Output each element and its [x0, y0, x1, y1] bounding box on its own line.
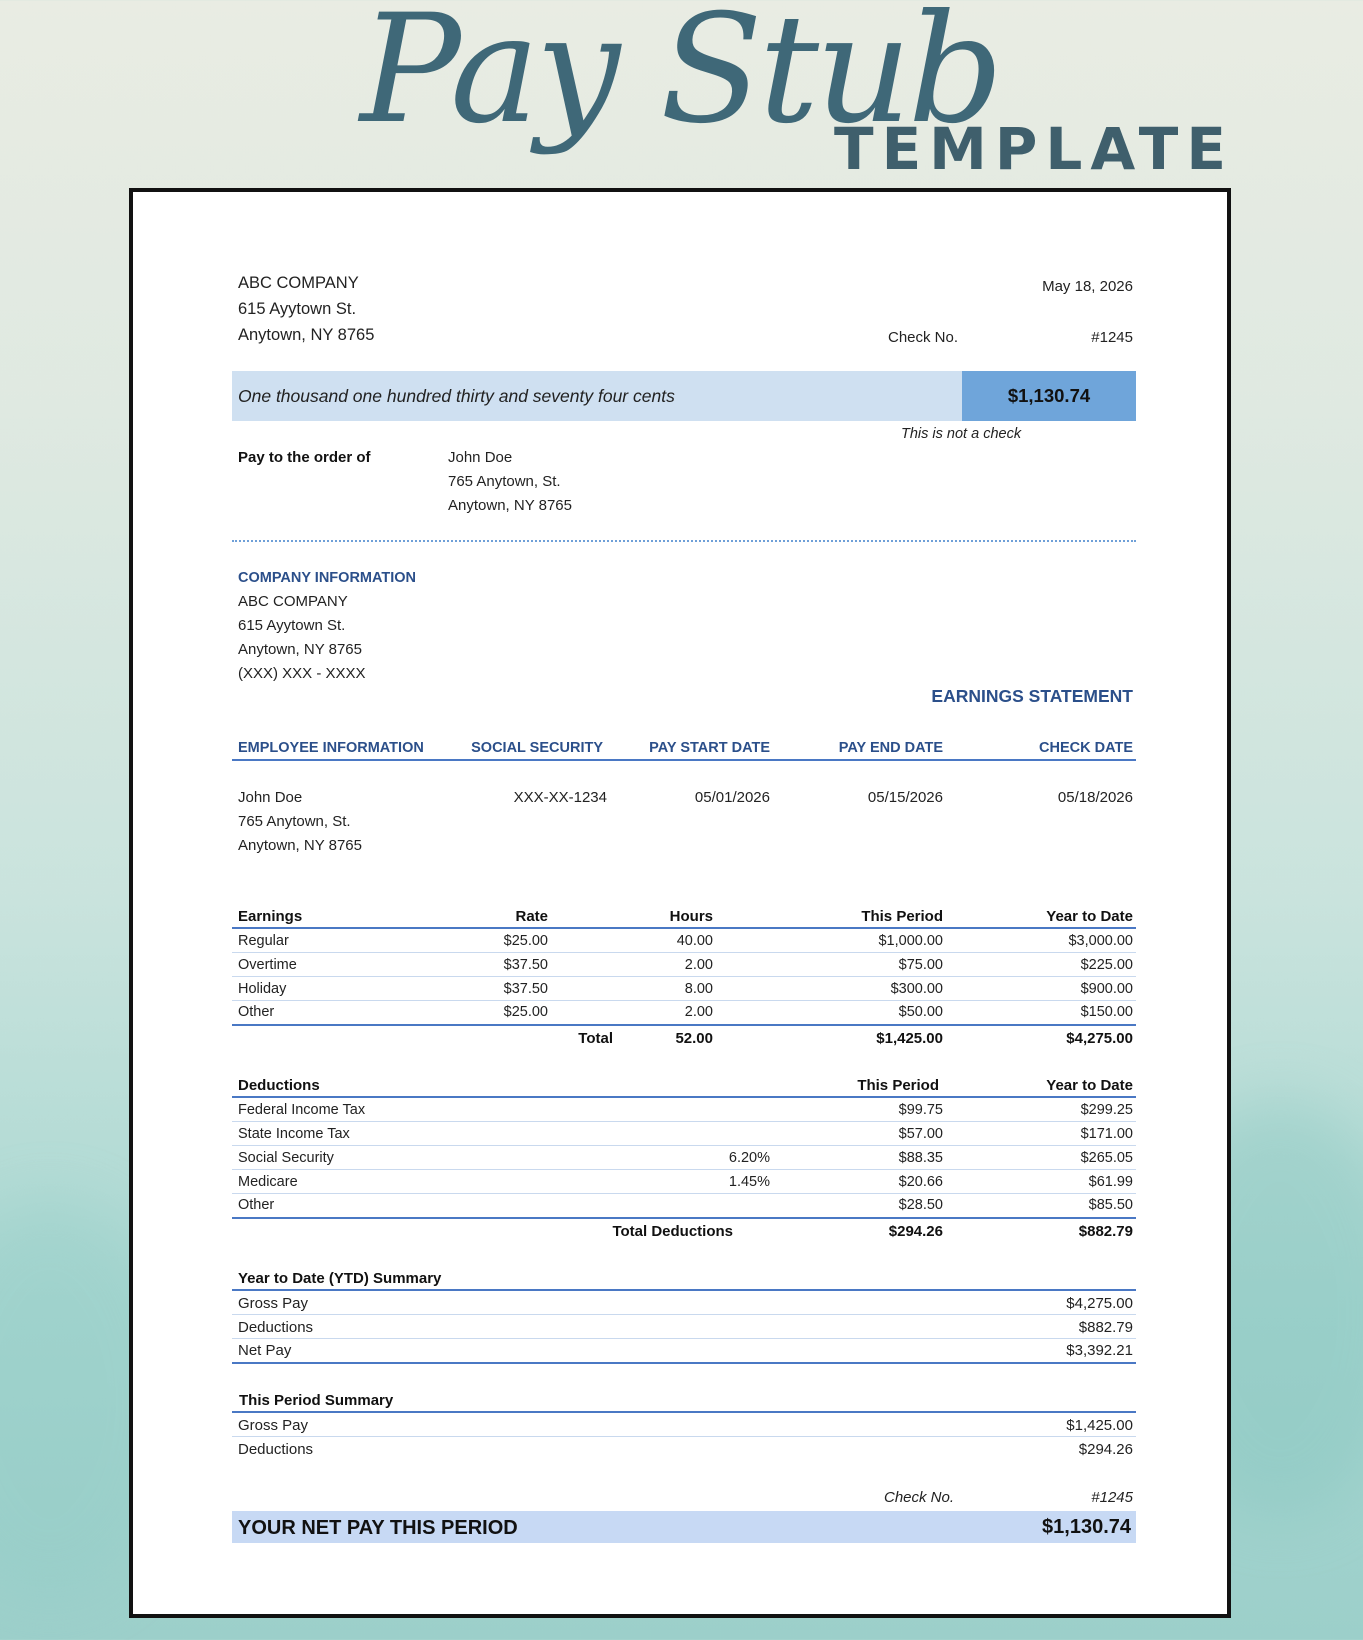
deductions-total-rule [232, 1217, 1136, 1219]
this-period-header: This Period [861, 908, 943, 925]
company-info-address1: 615 Ayytown St. [238, 617, 346, 634]
deductions-header-rule [232, 1096, 1136, 1098]
row-divider [232, 976, 1136, 977]
payee-name: John Doe [448, 449, 513, 466]
earnings-total-label: Total [578, 1030, 613, 1047]
row-divider [232, 1121, 1136, 1122]
period-summary-rule [232, 1411, 1136, 1413]
check-no: #1245 [1091, 329, 1133, 346]
template-title: TEMPLATE [834, 115, 1234, 183]
check-no-label: Check No. [888, 329, 959, 346]
earnings-total-rule [232, 1024, 1136, 1026]
earnings-total-hours: 52.00 [675, 1030, 713, 1047]
net-check-no: #1245 [1091, 1489, 1133, 1506]
row-divider [232, 1169, 1136, 1170]
ytd-summary-rule [232, 1289, 1136, 1291]
net-pay-label: YOUR NET PAY THIS PERIOD [238, 1517, 518, 1539]
row-divider [232, 1193, 1136, 1194]
employee-name: John Doe [238, 789, 303, 806]
earnings-header-rule [232, 927, 1136, 929]
company-address1: 615 Ayytown St. [238, 300, 357, 318]
earnings-total-period: $1,425.00 [876, 1030, 943, 1047]
net-check-no-label: Check No. [884, 1489, 955, 1506]
earning-ytd: $900.00 [1080, 981, 1133, 997]
company-info-title: COMPANY INFORMATION [238, 570, 417, 586]
header-pay-end: PAY END DATE [838, 740, 943, 756]
deduction-ytd: $265.05 [1080, 1150, 1133, 1166]
not-a-check-note: This is not a check [901, 426, 1022, 442]
deduction-period: $20.66 [898, 1174, 943, 1190]
earnings-statement-title: EARNINGS STATEMENT [931, 686, 1133, 706]
check-date-value: 05/18/2026 [1057, 789, 1133, 806]
amount-box [962, 371, 1136, 421]
period-gross-label: Gross Pay [238, 1417, 309, 1434]
company-address2: Anytown, NY 8765 [238, 326, 375, 344]
earning-rate: $25.00 [503, 933, 548, 949]
ytd-deductions-value: $882.79 [1078, 1319, 1133, 1336]
company-info-address2: Anytown, NY 8765 [238, 641, 362, 658]
ytd-summary-bottom-rule [232, 1362, 1136, 1364]
earnings-header: Earnings [238, 908, 303, 925]
deduction-type: Medicare [238, 1174, 298, 1190]
pay-to-label: Pay to the order of [238, 449, 371, 466]
deduction-ytd: $299.25 [1080, 1102, 1133, 1118]
earning-hours: 40.00 [676, 933, 713, 949]
deduction-period: $57.00 [898, 1126, 943, 1142]
deductions-ytd-header: Year to Date [1046, 1077, 1133, 1094]
earning-ytd: $150.00 [1080, 1004, 1133, 1020]
earnings-total-ytd: $4,275.00 [1066, 1030, 1133, 1047]
deductions-header: Deductions [238, 1077, 320, 1094]
row-divider [232, 1145, 1136, 1146]
employee-address1: 765 Anytown, St. [238, 813, 351, 830]
row-divider [232, 952, 1136, 953]
payee-address2: Anytown, NY 8765 [448, 497, 572, 514]
ytd-net-value: $3,392.21 [1066, 1342, 1133, 1359]
earning-hours: 2.00 [684, 1004, 713, 1020]
ytd-gross-label: Gross Pay [238, 1295, 309, 1312]
earning-period: $300.00 [890, 981, 943, 997]
employee-address2: Anytown, NY 8765 [238, 837, 362, 854]
check-amount: $1,130.74 [1007, 385, 1091, 406]
ytd-deductions-label: Deductions [238, 1319, 314, 1336]
earning-hours: 8.00 [684, 981, 713, 997]
deductions-total-label: Total Deductions [612, 1223, 733, 1240]
deduction-ytd: $61.99 [1088, 1174, 1133, 1190]
amount-in-words: One thousand one hundred thirty and seventy four cents [238, 386, 675, 406]
earning-period: $50.00 [898, 1004, 943, 1020]
header-employee-info: EMPLOYEE INFORMATION [238, 740, 424, 756]
header-pay-start: PAY START DATE [649, 740, 770, 756]
deduction-rate: 6.20% [728, 1150, 770, 1166]
company-info-name: ABC COMPANY [238, 593, 348, 610]
company-name: ABC COMPANY [238, 274, 359, 292]
net-pay-bar [232, 1511, 1136, 1543]
earning-type: Regular [238, 933, 289, 949]
earning-period: $1,000.00 [878, 933, 943, 949]
pay-start-date: 05/01/2026 [694, 789, 770, 806]
hours-header: Hours [669, 908, 713, 925]
period-gross-value: $1,425.00 [1066, 1417, 1133, 1434]
row-divider [232, 1338, 1136, 1339]
employee-header-rule [232, 759, 1136, 761]
company-info-phone: (XXX) XXX - XXXX [238, 665, 366, 682]
earning-rate: $37.50 [503, 981, 548, 997]
period-summary-title: This Period Summary [239, 1392, 394, 1409]
payee-address1: 765 Anytown, St. [448, 473, 561, 490]
pay-stub-paper [129, 188, 1231, 1618]
earning-type: Other [238, 1004, 275, 1020]
net-pay-amount: $1,130.74 [1042, 1516, 1131, 1538]
script-title: Pay Stub [360, 0, 1000, 157]
deduction-type: Other [238, 1197, 275, 1213]
earning-type: Overtime [238, 957, 297, 973]
row-divider [232, 1314, 1136, 1315]
header-check-date: CHECK DATE [1039, 740, 1133, 756]
deductions-total-period: $294.26 [888, 1223, 943, 1240]
deductions-total-ytd: $882.79 [1078, 1223, 1133, 1240]
ytd-gross-value: $4,275.00 [1066, 1295, 1133, 1312]
earning-hours: 2.00 [684, 957, 713, 973]
rate-header: Rate [515, 908, 548, 925]
deduction-period: $99.75 [898, 1102, 943, 1118]
header-social-security: SOCIAL SECURITY [471, 740, 603, 756]
earning-rate: $25.00 [503, 1004, 548, 1020]
ytd-summary-title: Year to Date (YTD) Summary [238, 1270, 442, 1287]
deduction-period: $28.50 [898, 1197, 943, 1213]
deduction-ytd: $85.50 [1088, 1197, 1133, 1213]
deduction-ytd: $171.00 [1080, 1126, 1133, 1142]
earning-rate: $37.50 [503, 957, 548, 973]
pay-end-date: 05/15/2026 [867, 789, 943, 806]
earning-type: Holiday [238, 981, 287, 997]
deduction-rate: 1.45% [728, 1174, 770, 1190]
period-deductions-label: Deductions [238, 1441, 314, 1458]
deductions-period-header: This Period [857, 1077, 939, 1094]
period-deductions-value: $294.26 [1078, 1441, 1133, 1458]
deduction-type: Federal Income Tax [238, 1102, 366, 1118]
earning-ytd: $3,000.00 [1068, 933, 1133, 949]
deduction-type: Social Security [238, 1150, 334, 1166]
ytd-header: Year to Date [1046, 908, 1133, 925]
row-divider [232, 1436, 1136, 1437]
employee-ssn: XXX-XX-1234 [513, 789, 607, 806]
deduction-type: State Income Tax [238, 1126, 350, 1142]
amount-bar [232, 371, 1136, 421]
deduction-period: $88.35 [898, 1150, 943, 1166]
ytd-net-label: Net Pay [238, 1342, 292, 1359]
earning-ytd: $225.00 [1080, 957, 1133, 973]
check-date: May 18, 2026 [1042, 278, 1133, 295]
earning-period: $75.00 [898, 957, 943, 973]
perforation-divider [232, 540, 1136, 542]
row-divider [232, 1000, 1136, 1001]
